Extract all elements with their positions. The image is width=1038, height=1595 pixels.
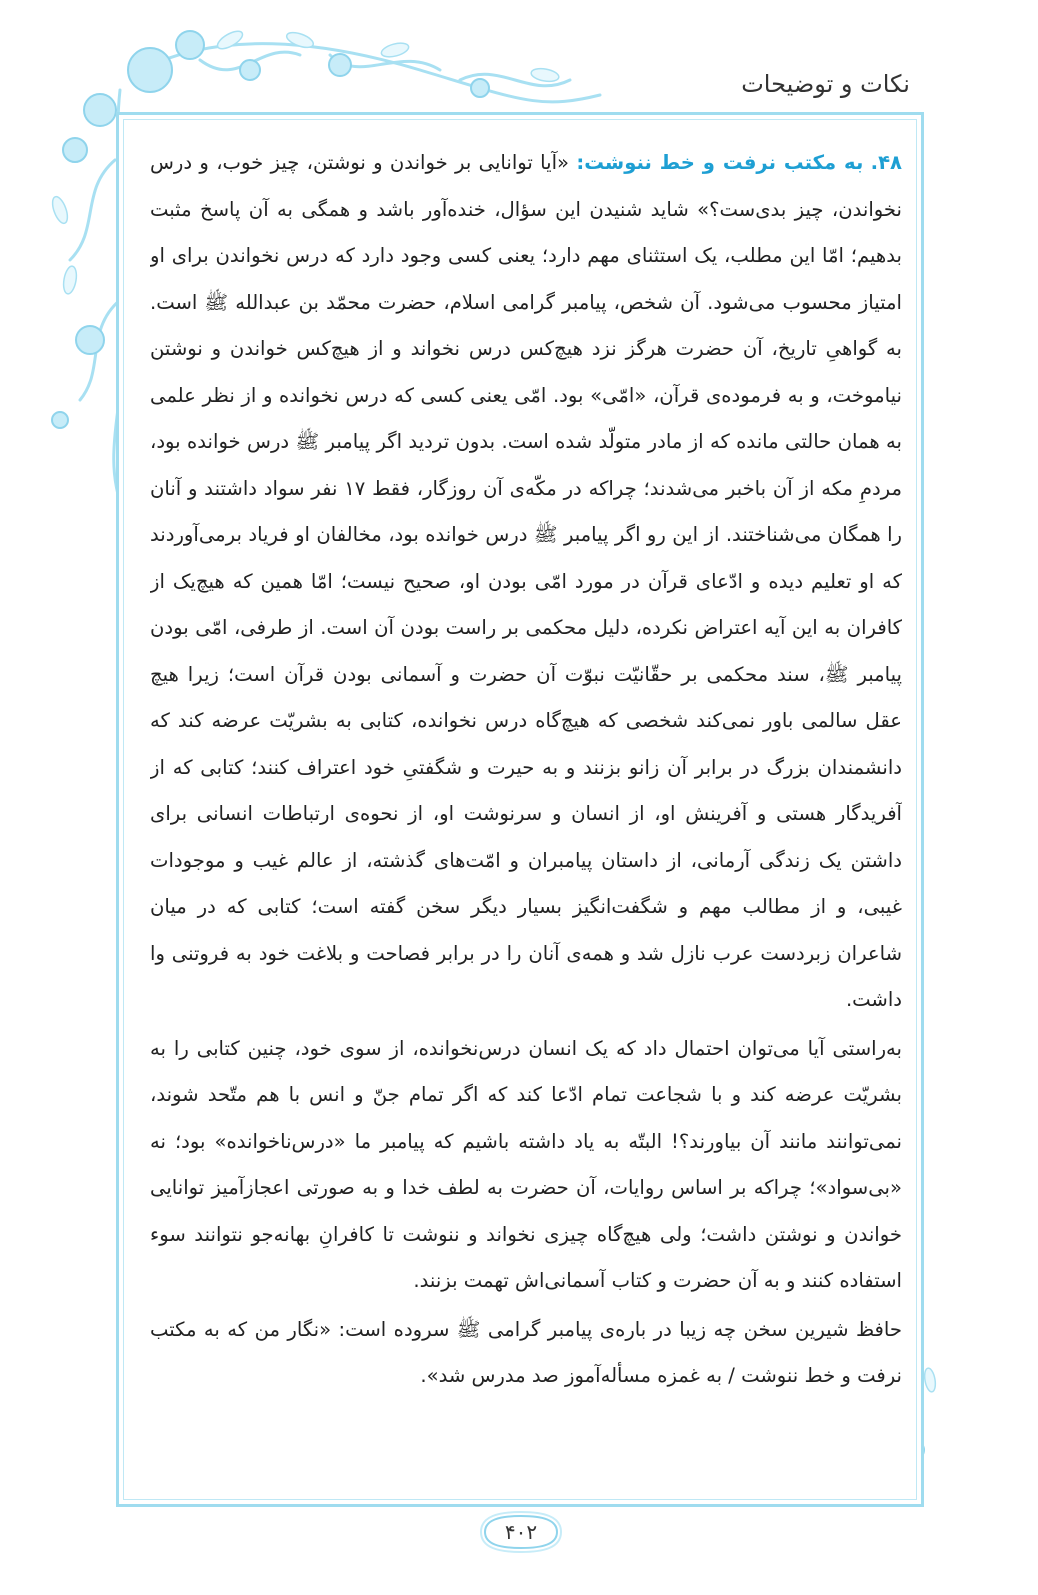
paragraph-3: حافظ شیرین سخن چه زیبا در باره‌ی پیامبر گرامی ﷺ سروده است: «نگار من که به مکتب نرفت و خط ننوشت / به غمزه مسأله‌آموز صد مدرس شد». bbox=[150, 1317, 902, 1387]
section-number: ۴۸. bbox=[870, 151, 902, 174]
paragraph-1-body: «آیا توانایی بر خواندن و نوشتن، چیز خوب، و درس نخواندن، چیز بدی‌ست؟» شاید شنیدن این سؤال، خنده‌آور باشد و همگی به آن پاسخ مثبت بدهیم؛ امّا این مطلب، یک استثنای مهم دارد؛ یعنی کسی وجود دارد که درس نخواندن برای او امتیاز محسوب می‌شود. آن شخص، پیامبر گرامی اسلام، حضرت محمّد بن عبدالله ﷺ است. به گواهیِ تاریخ، آن حضرت هرگز نزد هیچ‌کس درس نخواند و از هیچ‌کس خواندن و نوشتن نیاموخت، و به فرموده‌ی قرآن، «امّی» بود. امّی یعنی کسی که درس نخوانده و از نظر علمی به همان حالتی مانده که از مادر متولّد شده است. بدون تردید اگر پیامبر ﷺ درس خوانده بود، مردمِ مکه از آن باخبر می‌شدند؛ چراکه در مکّه‌ی آن روزگار، فقط ۱۷ نفر سواد داشتند و آنان را همگان می‌شناختند. از این رو اگر پیامبر ﷺ درس خوانده بود، مخالفان او فریاد برمی‌آوردند که او تعلیم دیده و ادّعای قرآن در مورد امّی بودن او، صحیح نیست؛ امّا همین که هیچ‌یک از کافران به این آیه اعتراض نکرده، دلیل محکمی بر راست بودن آن است. از طرفی، امّی بودن پیامبر ﷺ، سند محکمی بر حقّانیّت نبوّت آن حضرت و آسمانی بودن قرآن است؛ زیرا هیچ عقل سالمی باور نمی‌کند شخصی که هیچ‌گاه درس نخوانده، کتابی به بشریّت عرضه کند که دانشمندان بزرگ در برابر آن زانو بزنند و به حیرت و شگفتیِ خود اعتراف کنند؛ کتابی که از آفریدگار هستی و آفرینش او، از انسان و سرنوشت او، از نحوه‌ی ارتباطات انسانی برای داشتن یک زندگی آرمانی، از داستان پیامبران و امّت‌های گذشته، از عالم غیب و موجودات غیبی، و از مطالب مهم و شگفت‌انگیز بسیار دیگر سخن گفته است؛ کتابی که در میان شاعران زبردست عرب نازل شد و همه‌ی آنان را در برابر فصاحت و بلاغت خود به فروتنی وا داشت. bbox=[150, 151, 902, 1011]
page-number: ۴۰۲ bbox=[504, 1520, 538, 1544]
main-text bbox=[150, 140, 902, 1485]
running-header: نکات و توضیحات bbox=[741, 70, 910, 98]
paragraph-1 bbox=[150, 140, 902, 1024]
paragraph-2: به‌راستی آیا می‌توان احتمال داد که یک انسان درس‌نخوانده، از سوی خود، چنین کتابی را به بشریّت عرضه کند و با شجاعت تمام ادّعا کند که اگر تمام جنّ و انس با هم متّحد شوند، نمی‌توانند مانند آن بیاورند؟! البتّه به یاد داشته باشیم که پیامبر ما «درس‌ناخوانده» بود؛ نه «بی‌سواد»؛ چراکه بر اساس روایات، آن حضرت به لطف خدا و به صورتی اعجازآمیز توانایی خواندن و نوشتن داشت؛ ولی هیچ‌گاه چیزی نخواند و ننوشت تا کافرانِ بهانه‌جو نتوانند سوء استفاده کنند و به آن حضرت و کتاب آسمانی‌اش تهمت بزنند. bbox=[150, 1036, 902, 1292]
section-title: به مکتب نرفت و خط ننوشت: bbox=[576, 151, 864, 174]
